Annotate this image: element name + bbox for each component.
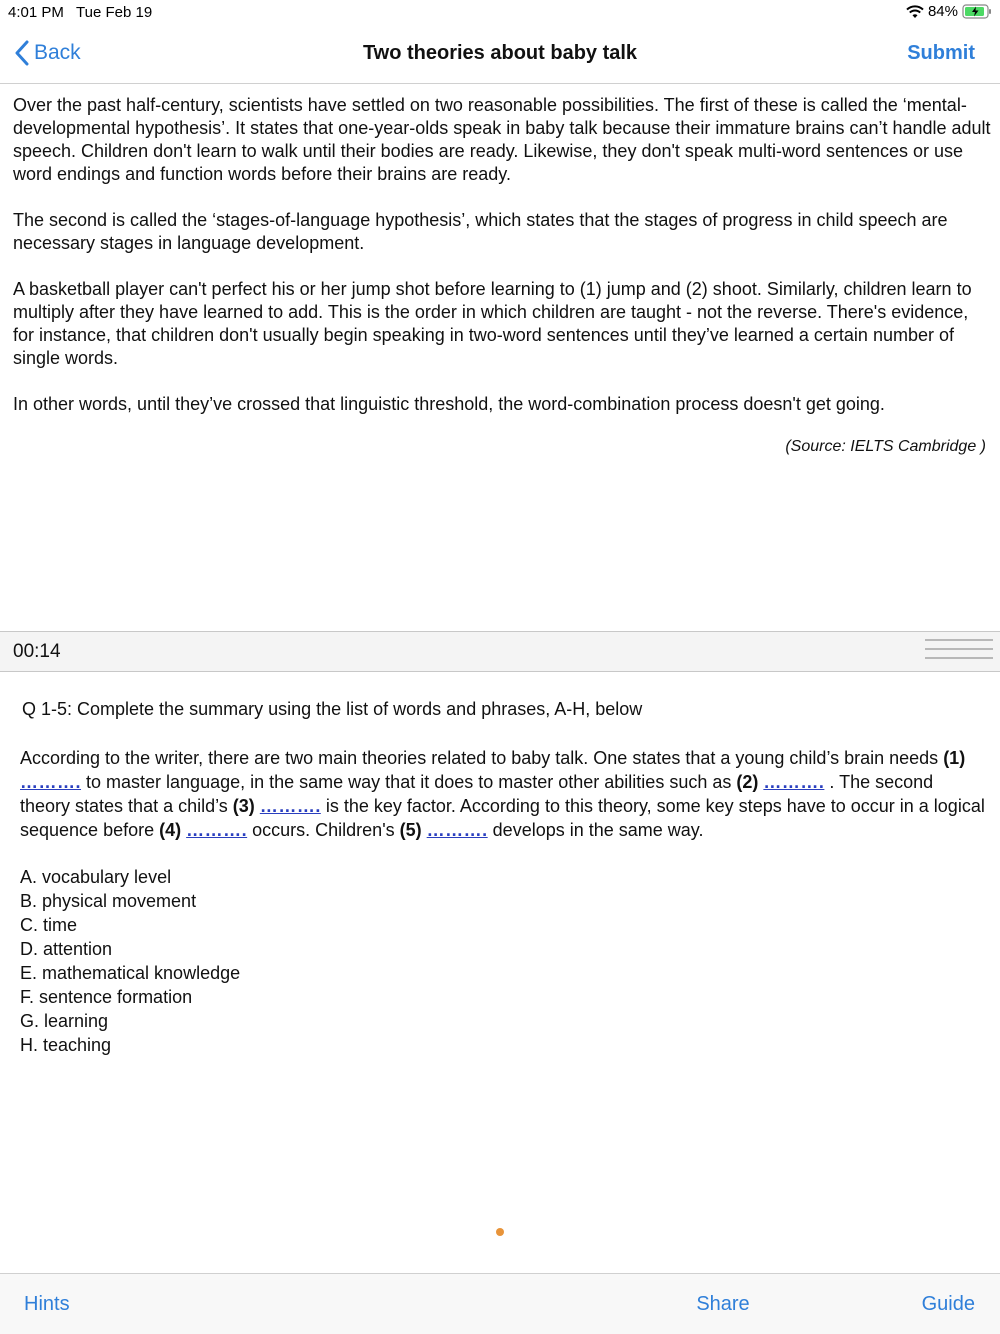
submit-button[interactable]: Submit (907, 42, 975, 64)
option-d: D. attention (20, 939, 113, 959)
timer-bar (0, 631, 1000, 672)
option-a: A. vocabulary level (20, 867, 172, 887)
passage-source: (Source: IELTS Cambridge ) (785, 438, 986, 455)
answer-gap-1[interactable]: ………. (20, 772, 82, 792)
passage-paragraph: Over the past half-century, scientists have settled on two reasonable possibilities. The first of these is called the ‘mental-developmental hypothesis’. It states that one-year-olds speak in baby talk because their immature brains can’t handle adult speech. Children don't learn to walk until their bodies are ready. Likewise, they don't speak multi-word sentences or use word endings and function words before their brains are ready. (13, 95, 991, 184)
wifi-icon (906, 5, 924, 19)
gap-number-5: (5) (399, 820, 422, 840)
summary-segment: occurs. Children's (247, 820, 400, 840)
passage-paragraph: In other words, until they’ve crossed that linguistic threshold, the word-combination process doesn't get going. (13, 394, 885, 414)
status-bar (0, 0, 1000, 24)
summary-segment: According to the writer, there are two main theories related to baby talk. One states that a young child’s brain needs (20, 748, 944, 768)
passage-paragraph: A basketball player can't perfect his or her jump shot before learning to (1) jump and (2) shoot. Similarly, children learn to multiply after they have learned to add. This is the order in which children are taught - not the reverse. There's evidence, for instance, that children don't usually begin speaking in two-word sentences until they’ve learned a certain number of single words. (13, 279, 972, 368)
option-f: F. sentence formation (20, 987, 193, 1007)
gap-number-2: (2) (736, 772, 759, 792)
bottom-toolbar (0, 1273, 1000, 1334)
battery-charging-icon (962, 4, 992, 19)
summary-segment: develops in the same way. (487, 820, 704, 840)
answer-gap-4[interactable]: ………. (186, 820, 248, 840)
share-button[interactable]: Share (696, 1293, 750, 1315)
option-c: C. time (20, 915, 78, 935)
option-h: H. teaching (20, 1035, 112, 1055)
back-label: Back (34, 41, 81, 64)
answer-gap-2[interactable]: ………. (763, 772, 825, 792)
answer-gap-5[interactable]: ………. (426, 820, 488, 840)
summary-segment: . The second theory states that a child’s (20, 772, 934, 816)
gap-number-1: (1) (943, 748, 966, 768)
page-title: Two theories about baby talk (362, 42, 638, 64)
option-e: E. mathematical knowledge (20, 963, 241, 983)
navigation-bar (0, 24, 1000, 84)
reading-passage (13, 94, 993, 439)
status-indicators (906, 3, 992, 20)
passage-paragraph: The second is called the ‘stages-of-language hypothesis’, which states that the stages of progress in child speech are necessary stages in language development. (13, 210, 948, 253)
summary-text (20, 746, 985, 842)
option-g: G. learning (20, 1011, 109, 1031)
status-date: Tue Feb 19 (76, 4, 153, 21)
timer: 00:14 (13, 641, 61, 662)
question-instruction: Q 1-5: Complete the summary using the list of words and phrases, A-H, below (22, 699, 643, 719)
answer-options-list (20, 865, 240, 1057)
hints-button[interactable]: Hints (24, 1293, 70, 1315)
page-indicator-dot (496, 1228, 504, 1236)
status-time: 4:01 PM (8, 4, 64, 21)
option-b: B. physical movement (20, 891, 197, 911)
answer-gap-3[interactable]: ………. (259, 796, 321, 816)
guide-button[interactable]: Guide (921, 1293, 975, 1315)
drag-handle-icon[interactable] (925, 637, 993, 667)
summary-segment: is the key factor. According to this theory, some key steps have to occur in a logical sequence before (20, 796, 985, 840)
summary-segment: to master language, in the same way that it does to master other abilities such as (81, 772, 737, 792)
gap-number-3: (3) (232, 796, 255, 816)
gap-number-4: (4) (159, 820, 182, 840)
battery-percent: 84% (927, 3, 958, 20)
